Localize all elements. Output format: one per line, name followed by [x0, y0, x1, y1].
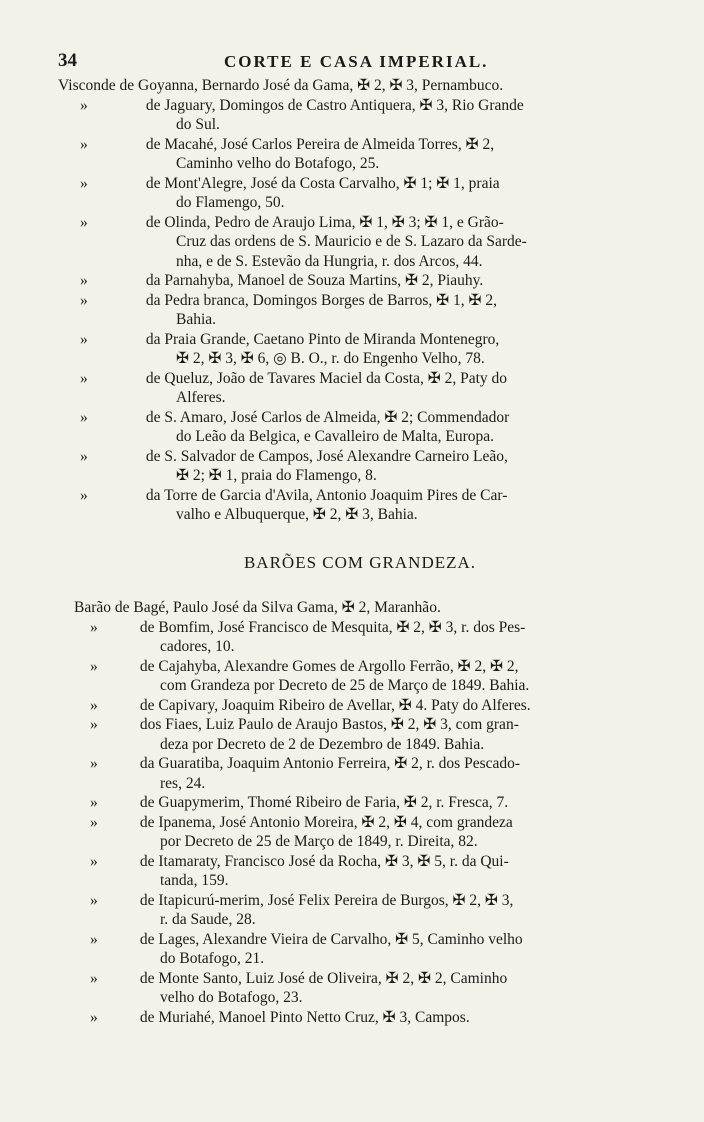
- running-head: CORTE E CASA IMPERIAL.: [224, 52, 489, 71]
- list-entry: [74, 696, 649, 716]
- entry-first-line: [74, 657, 649, 677]
- ditto-mark: »: [80, 96, 88, 114]
- ditto-mark: »: [80, 369, 88, 387]
- ditto-mark: »: [80, 330, 88, 348]
- entry-text: de Jaguary, Domingos de Castro Antiquera, ✠ 3, Rio Grande: [145, 96, 524, 114]
- ditto-mark: »: [90, 618, 98, 636]
- list-entry: [74, 715, 649, 754]
- entry-text: Bahia.: [176, 311, 217, 328]
- list-entry: [74, 930, 649, 969]
- list-entry: [74, 852, 649, 891]
- entry-text: Cruz das ordens de S. Mauricio e de S. Lazaro da Sarde-: [176, 233, 527, 250]
- entry-continuation-line: [74, 949, 649, 969]
- list-entry: [58, 291, 638, 330]
- ditto-mark: »: [90, 969, 98, 987]
- ditto-mark: »: [90, 716, 98, 733]
- list-entry: [58, 135, 638, 174]
- ditto-mark: »: [90, 813, 98, 831]
- entry-text: de Olinda, Pedro de Araujo Lima, ✠ 1, ✠ 3; ✠ 1, e Grão-: [145, 213, 504, 231]
- list-entry: [74, 657, 649, 696]
- entry-text: do Botafogo, 21.: [160, 950, 265, 967]
- entry-first-line: [74, 1008, 649, 1028]
- list-entry: [58, 408, 638, 447]
- entry-continuation-line: [58, 252, 638, 272]
- entry-text: da Torre de Garcia d'Avila, Antonio Joaquim Pires de Car-: [145, 486, 508, 504]
- entry-text: tanda, 159.: [160, 872, 229, 889]
- entry-first-line: [74, 598, 649, 618]
- list-entry: [74, 598, 649, 618]
- list-entry: [58, 213, 638, 272]
- list-entry: [58, 271, 638, 291]
- entry-text: de Guapymerim, Thomé Ribeiro de Faria, ✠ 2, r. Fresca, 7.: [139, 794, 509, 811]
- entry-text: com Grandeza por Decreto de 25 de Março de 1849. Bahia.: [160, 677, 530, 694]
- list-entry: [58, 330, 638, 369]
- entry-continuation-line: [58, 115, 638, 135]
- ditto-mark: »: [80, 135, 88, 153]
- entry-first-line: [74, 813, 649, 833]
- ditto-mark: »: [90, 794, 98, 811]
- entry-first-line: [58, 291, 638, 311]
- entry-continuation-line: [58, 193, 638, 213]
- entry-text: de Ipanema, José Antonio Moreira, ✠ 2, ✠ 4, com grandeza: [139, 813, 513, 831]
- list-entry: [58, 369, 638, 408]
- page-header: [58, 50, 638, 76]
- entry-text: de Bomfim, José Francisco de Mesquita, ✠ 2, ✠ 3, r. dos Pes-: [139, 618, 526, 636]
- rank-label: Visconde: [58, 77, 116, 94]
- entry-first-line: [74, 754, 649, 774]
- entry-text: de Mont'Alegre, José da Costa Carvalho, ✠ 1; ✠ 1, praia: [145, 174, 500, 192]
- entry-first-line: [58, 96, 638, 116]
- list-entry: [74, 793, 649, 813]
- entry-continuation-line: [74, 774, 649, 794]
- entry-continuation-line: [74, 988, 649, 1008]
- ditto-mark: »: [80, 213, 88, 231]
- ditto-mark: »: [90, 852, 98, 870]
- entry-text: do Flamengo, 50.: [176, 194, 285, 211]
- entry-text: valho e Albuquerque, ✠ 2, ✠ 3, Bahia.: [176, 506, 418, 523]
- entry-continuation-line: [74, 832, 649, 852]
- entry-first-line: [58, 486, 638, 506]
- entry-first-line: [58, 76, 638, 96]
- entry-text: de Lages, Alexandre Vieira de Carvalho, ✠ 5, Caminho velho: [139, 930, 523, 948]
- entry-text: de S. Salvador de Campos, José Alexandre Carneiro Leão,: [145, 447, 508, 465]
- entry-continuation-line: [74, 871, 649, 891]
- entry-text: de Monte Santo, Luiz José de Oliveira, ✠ 2, ✠ 2, Caminho: [139, 969, 508, 987]
- list-entry: [74, 1008, 649, 1028]
- list-entry: [58, 76, 638, 96]
- ditto-mark: »: [80, 174, 88, 192]
- list-entry: [74, 618, 649, 657]
- entry-continuation-line: [58, 466, 638, 486]
- entry-text: do Leão da Belgica, e Cavalleiro de Malta, Europa.: [176, 428, 495, 445]
- ditto-mark: »: [80, 486, 88, 504]
- entry-first-line: [58, 174, 638, 194]
- entry-continuation-line: [58, 349, 638, 369]
- entry-text: de Goyanna, Bernardo José da Gama, ✠ 2, ✠ 3, Pernambuco.: [119, 77, 504, 94]
- entry-text: dos Fiaes, Luiz Paulo de Araujo Bastos, ✠ 2, ✠ 3, com gran-: [139, 716, 519, 733]
- entry-first-line: [58, 408, 638, 428]
- entry-first-line: [58, 330, 638, 350]
- entry-first-line: [58, 135, 638, 155]
- entry-text: Caminho velho do Botafogo, 25.: [176, 155, 380, 172]
- rank-label: Barão: [74, 599, 112, 616]
- entry-continuation-line: [74, 735, 649, 755]
- ditto-mark: »: [90, 1008, 98, 1026]
- entry-text: de S. Amaro, José Carlos de Almeida, ✠ 2; Commendador: [145, 408, 510, 426]
- list-entry: [58, 447, 638, 486]
- ditto-mark: »: [80, 272, 88, 289]
- entry-first-line: [74, 891, 649, 911]
- entry-text: Alferes.: [176, 389, 226, 406]
- entry-text: de Macahé, José Carlos Pereira de Almeida Torres, ✠ 2,: [145, 135, 495, 153]
- section-title-baroes: BARÕES COM GRANDEZA.: [243, 553, 477, 572]
- entry-text: velho do Botafogo, 23.: [160, 989, 303, 1006]
- entry-text: de Itamaraty, Francisco José da Rocha, ✠ 3, ✠ 5, r. da Qui-: [139, 852, 509, 870]
- entry-text: de Cajahyba, Alexandre Gomes de Argollo Ferrão, ✠ 2, ✠ 2,: [139, 657, 519, 675]
- entry-continuation-line: [74, 910, 649, 930]
- entry-text: cadores, 10.: [160, 638, 235, 655]
- entry-text: de Itapicurú-merim, José Felix Pereira de Burgos, ✠ 2, ✠ 3,: [139, 891, 514, 909]
- entry-text: de Bagé, Paulo José da Silva Gama, ✠ 2, Maranhão.: [114, 599, 441, 616]
- entry-text: do Sul.: [176, 116, 220, 133]
- entry-text: de Muriahé, Manoel Pinto Netto Cruz, ✠ 3, Campos.: [139, 1008, 470, 1026]
- page-number: 34: [58, 50, 77, 71]
- entry-first-line: [58, 271, 638, 291]
- list-entry: [74, 813, 649, 852]
- ditto-mark: »: [90, 930, 98, 948]
- entry-text: res, 24.: [160, 774, 206, 792]
- entry-continuation-line: [58, 232, 638, 252]
- entry-text: de Capivary, Joaquim Ribeiro de Avellar, ✠ 4. Paty do Alferes.: [139, 696, 531, 714]
- entry-text: da Parnahyba, Manoel de Souza Martins, ✠ 2, Piauhy.: [145, 272, 484, 289]
- entry-text: de Queluz, João de Tavares Maciel da Costa, ✠ 2, Paty do: [145, 369, 508, 387]
- entry-continuation-line: [74, 637, 649, 657]
- list-entry: [58, 486, 638, 525]
- entry-text: da Praia Grande, Caetano Pinto de Miranda Montenegro,: [145, 330, 500, 348]
- baroes-list: [74, 598, 649, 1027]
- entry-first-line: [74, 930, 649, 950]
- entry-continuation-line: [58, 505, 638, 525]
- entry-continuation-line: [58, 388, 638, 408]
- entry-first-line: [74, 969, 649, 989]
- list-entry: [58, 174, 638, 213]
- entry-text: ✠ 2; ✠ 1, praia do Flamengo, 8.: [176, 467, 377, 484]
- entry-first-line: [74, 852, 649, 872]
- entry-continuation-line: [74, 676, 649, 696]
- ditto-mark: »: [90, 657, 98, 675]
- entry-continuation-line: [58, 310, 638, 330]
- ditto-mark: »: [80, 447, 88, 465]
- entry-first-line: [74, 696, 649, 716]
- ditto-mark: »: [80, 291, 88, 309]
- entry-text: da Guaratiba, Joaquim Antonio Ferreira, ✠ 2, r. dos Pescado-: [139, 755, 521, 772]
- list-entry: [74, 969, 649, 1008]
- entry-text: por Decreto de 25 de Março de 1849, r. Direita, 82.: [160, 833, 478, 850]
- entry-first-line: [58, 369, 638, 389]
- entry-text: deza por Decreto de 2 de Dezembro de 1849. Bahia.: [160, 735, 485, 753]
- list-entry: [74, 891, 649, 930]
- entry-first-line: [58, 213, 638, 233]
- ditto-mark: »: [90, 755, 98, 772]
- entry-text: nha, e de S. Estevão da Hungria, r. dos Arcos, 44.: [176, 252, 483, 270]
- ditto-mark: »: [90, 891, 98, 909]
- entry-text: da Pedra branca, Domingos Borges de Barros, ✠ 1, ✠ 2,: [145, 291, 497, 309]
- entry-first-line: [74, 715, 649, 735]
- entry-continuation-line: [58, 427, 638, 447]
- entry-text: r. da Saude, 28.: [160, 911, 256, 928]
- list-entry: [74, 754, 649, 793]
- viscondes-list: [58, 76, 638, 525]
- entry-first-line: [74, 618, 649, 638]
- entry-first-line: [58, 447, 638, 467]
- entry-first-line: [74, 793, 649, 813]
- entry-text: ✠ 2, ✠ 3, ✠ 6, ◎ B. O., r. do Engenho Velho, 78.: [176, 350, 485, 367]
- ditto-mark: »: [80, 408, 88, 426]
- ditto-mark: »: [90, 696, 98, 714]
- entry-continuation-line: [58, 154, 638, 174]
- list-entry: [58, 96, 638, 135]
